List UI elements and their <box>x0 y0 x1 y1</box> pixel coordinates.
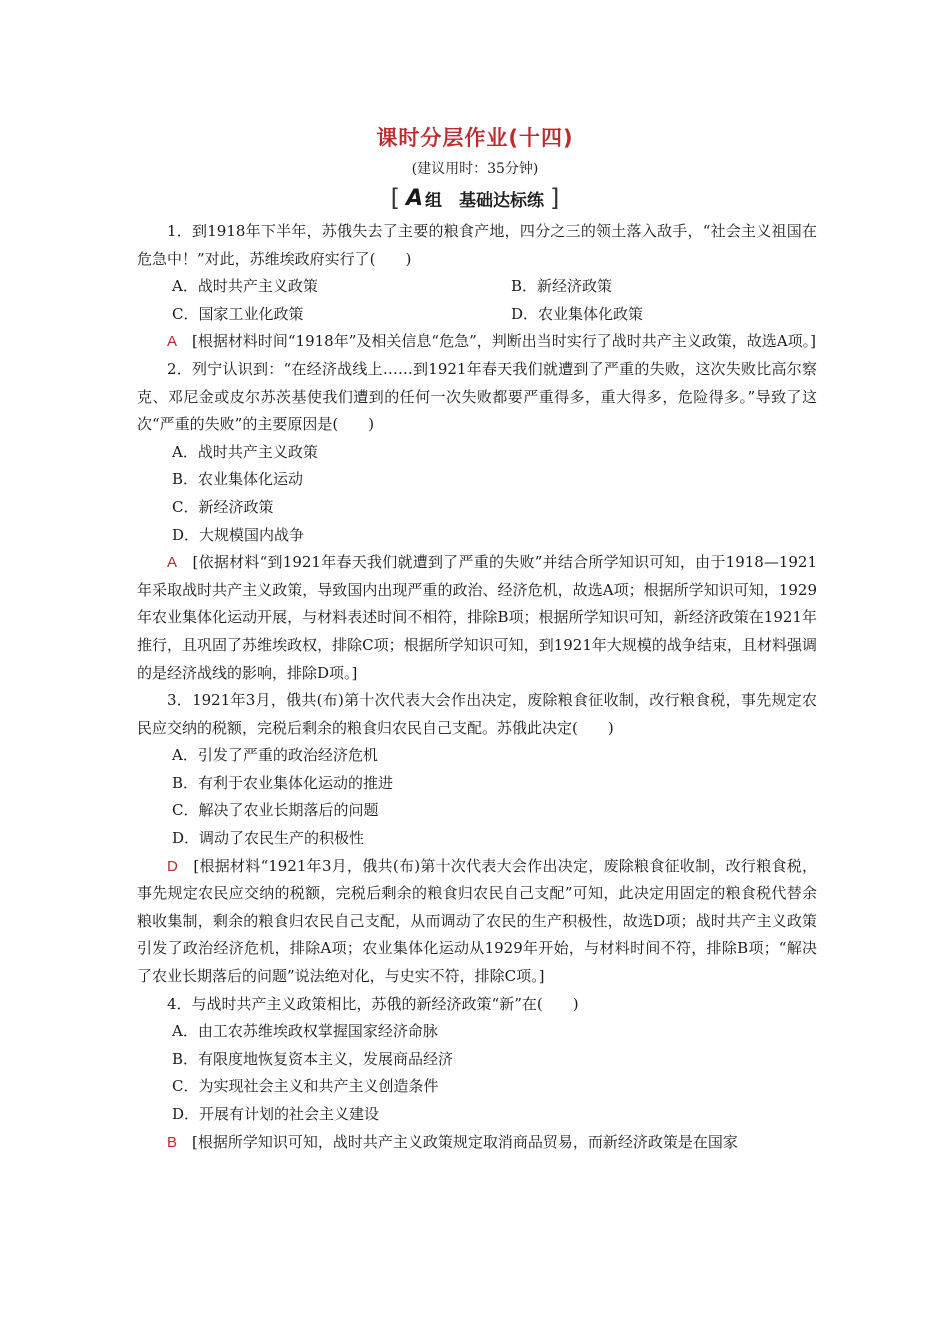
answer-explanation <box>137 549 817 687</box>
explanation-text: [依据材料“到1921年春天我们就遭到了严重的失败”并结合所学知识可知，由于1918—1921年采取战时共产主义政策，导致国内出现严重的政治、经济危机，故选A项；根据所学知识可知，1929年农业集体化运动开展，与材料表述时间不相符，排除B项；根据所学知识可知，新经济政策在1921年推行，且巩固了苏维埃政权，排除C项；根据所学知识可知，到1921年大规模的战争结束，且材料强调的是经济战线的影响，排除D项。] <box>137 553 817 682</box>
option-row <box>137 301 817 329</box>
option: D．调动了农民生产的积极性 <box>172 829 365 848</box>
explanation-text: [根据材料“1921年3月，俄共(布)第十次代表大会作出决定，废除粮食征收制，改行粮食税，事先规定农民应交纳的税额，完税后剩余的粮食归农民自己支配”可知，此决定用固定的粮食税代替余粮收集制，剩余的粮食归农民自己支配，从而调动了农民的生产积极性，故选D项；战时共产主义政策引发了政治经济危机，排除A项；农业集体化运动从1929年开始，与材料时间不符，排除B项；“解决了农业长期落后的问题”说法绝对化，与史实不符，排除C项。] <box>137 856 817 986</box>
option: C．国家工业化政策 <box>172 304 304 323</box>
page-title: 课时分层作业(十四) <box>376 126 574 150</box>
question-stem: 3．1921年3月，俄共(布)第十次代表大会作出决定，废除粮食征收制，改行粮食税，事先规定农民应交纳的税额，完税后剩余的粮食归农民自己支配。苏俄此决定( ) <box>137 691 817 737</box>
explanation-text: [根据所学知识可知，战时共产主义政策规定取消商品贸易，而新经济政策是在国家 <box>192 1132 738 1151</box>
option: B．有利于农业集体化运动的推进 <box>172 773 394 792</box>
answer-explanation <box>137 328 817 356</box>
option: D．农业集体化政策 <box>511 304 644 323</box>
option: C．为实现社会主义和共产主义创造条件 <box>172 1077 439 1096</box>
time-hint: (建议用时：35分钟) <box>411 161 539 177</box>
section-badge: A <box>405 185 424 211</box>
answer-explanation <box>137 1129 817 1157</box>
right-bracket: ] <box>550 184 560 212</box>
option: A．引发了严重的政治经济危机 <box>172 746 378 765</box>
section-label: 组 基础达标练 <box>425 190 545 211</box>
section-heading <box>0 184 950 212</box>
explanation-text: [根据材料时间“1918年”及相关信息“危急”，判断出当时实行了战时共产主义政策，故选A项。] <box>192 332 816 351</box>
answer-letter: D <box>167 857 178 875</box>
option: D．开展有计划的社会主义建设 <box>172 1105 380 1123</box>
question-list <box>137 218 817 1156</box>
question-stem: 4．与战时共产主义政策相比，苏俄的新经济政策“新”在( ) <box>167 994 579 1013</box>
option: C．解决了农业长期落后的问题 <box>172 801 379 820</box>
question-stem: 1．到1918年下半年，苏俄失去了主要的粮食产地，四分之三的领土落入敌手，“社会主义祖国在危急中！”对此，苏维埃政府实行了( ) <box>137 222 817 268</box>
answer-explanation <box>137 853 817 991</box>
option-row <box>137 273 817 301</box>
answer-letter: A <box>167 554 178 572</box>
option: A．战时共产主义政策 <box>172 442 318 461</box>
option: B．新经济政策 <box>511 277 613 296</box>
option: A．由工农苏维埃政权掌握国家经济命脉 <box>172 1022 438 1041</box>
option: A．战时共产主义政策 <box>172 277 318 296</box>
option: B．有限度地恢复资本主义，发展商品经济 <box>172 1049 454 1068</box>
option: C．新经济政策 <box>172 497 274 516</box>
left-bracket: [ <box>390 184 400 212</box>
option: D．大规模国内战争 <box>172 525 305 544</box>
answer-letter: B <box>167 1133 178 1151</box>
question-stem: 2．列宁认识到：“在经济战线上……到1921年春天我们就遭到了严重的失败，这次失败比高尔察克、邓尼金或皮尔苏茨基使我们遭到的任何一次失败都要严重得多，重大得多，危险得多。”导致了这次“严重的失败”的主要原因是( ) <box>137 359 817 434</box>
answer-letter: A <box>167 333 178 351</box>
option: B．农业集体化运动 <box>172 470 304 489</box>
